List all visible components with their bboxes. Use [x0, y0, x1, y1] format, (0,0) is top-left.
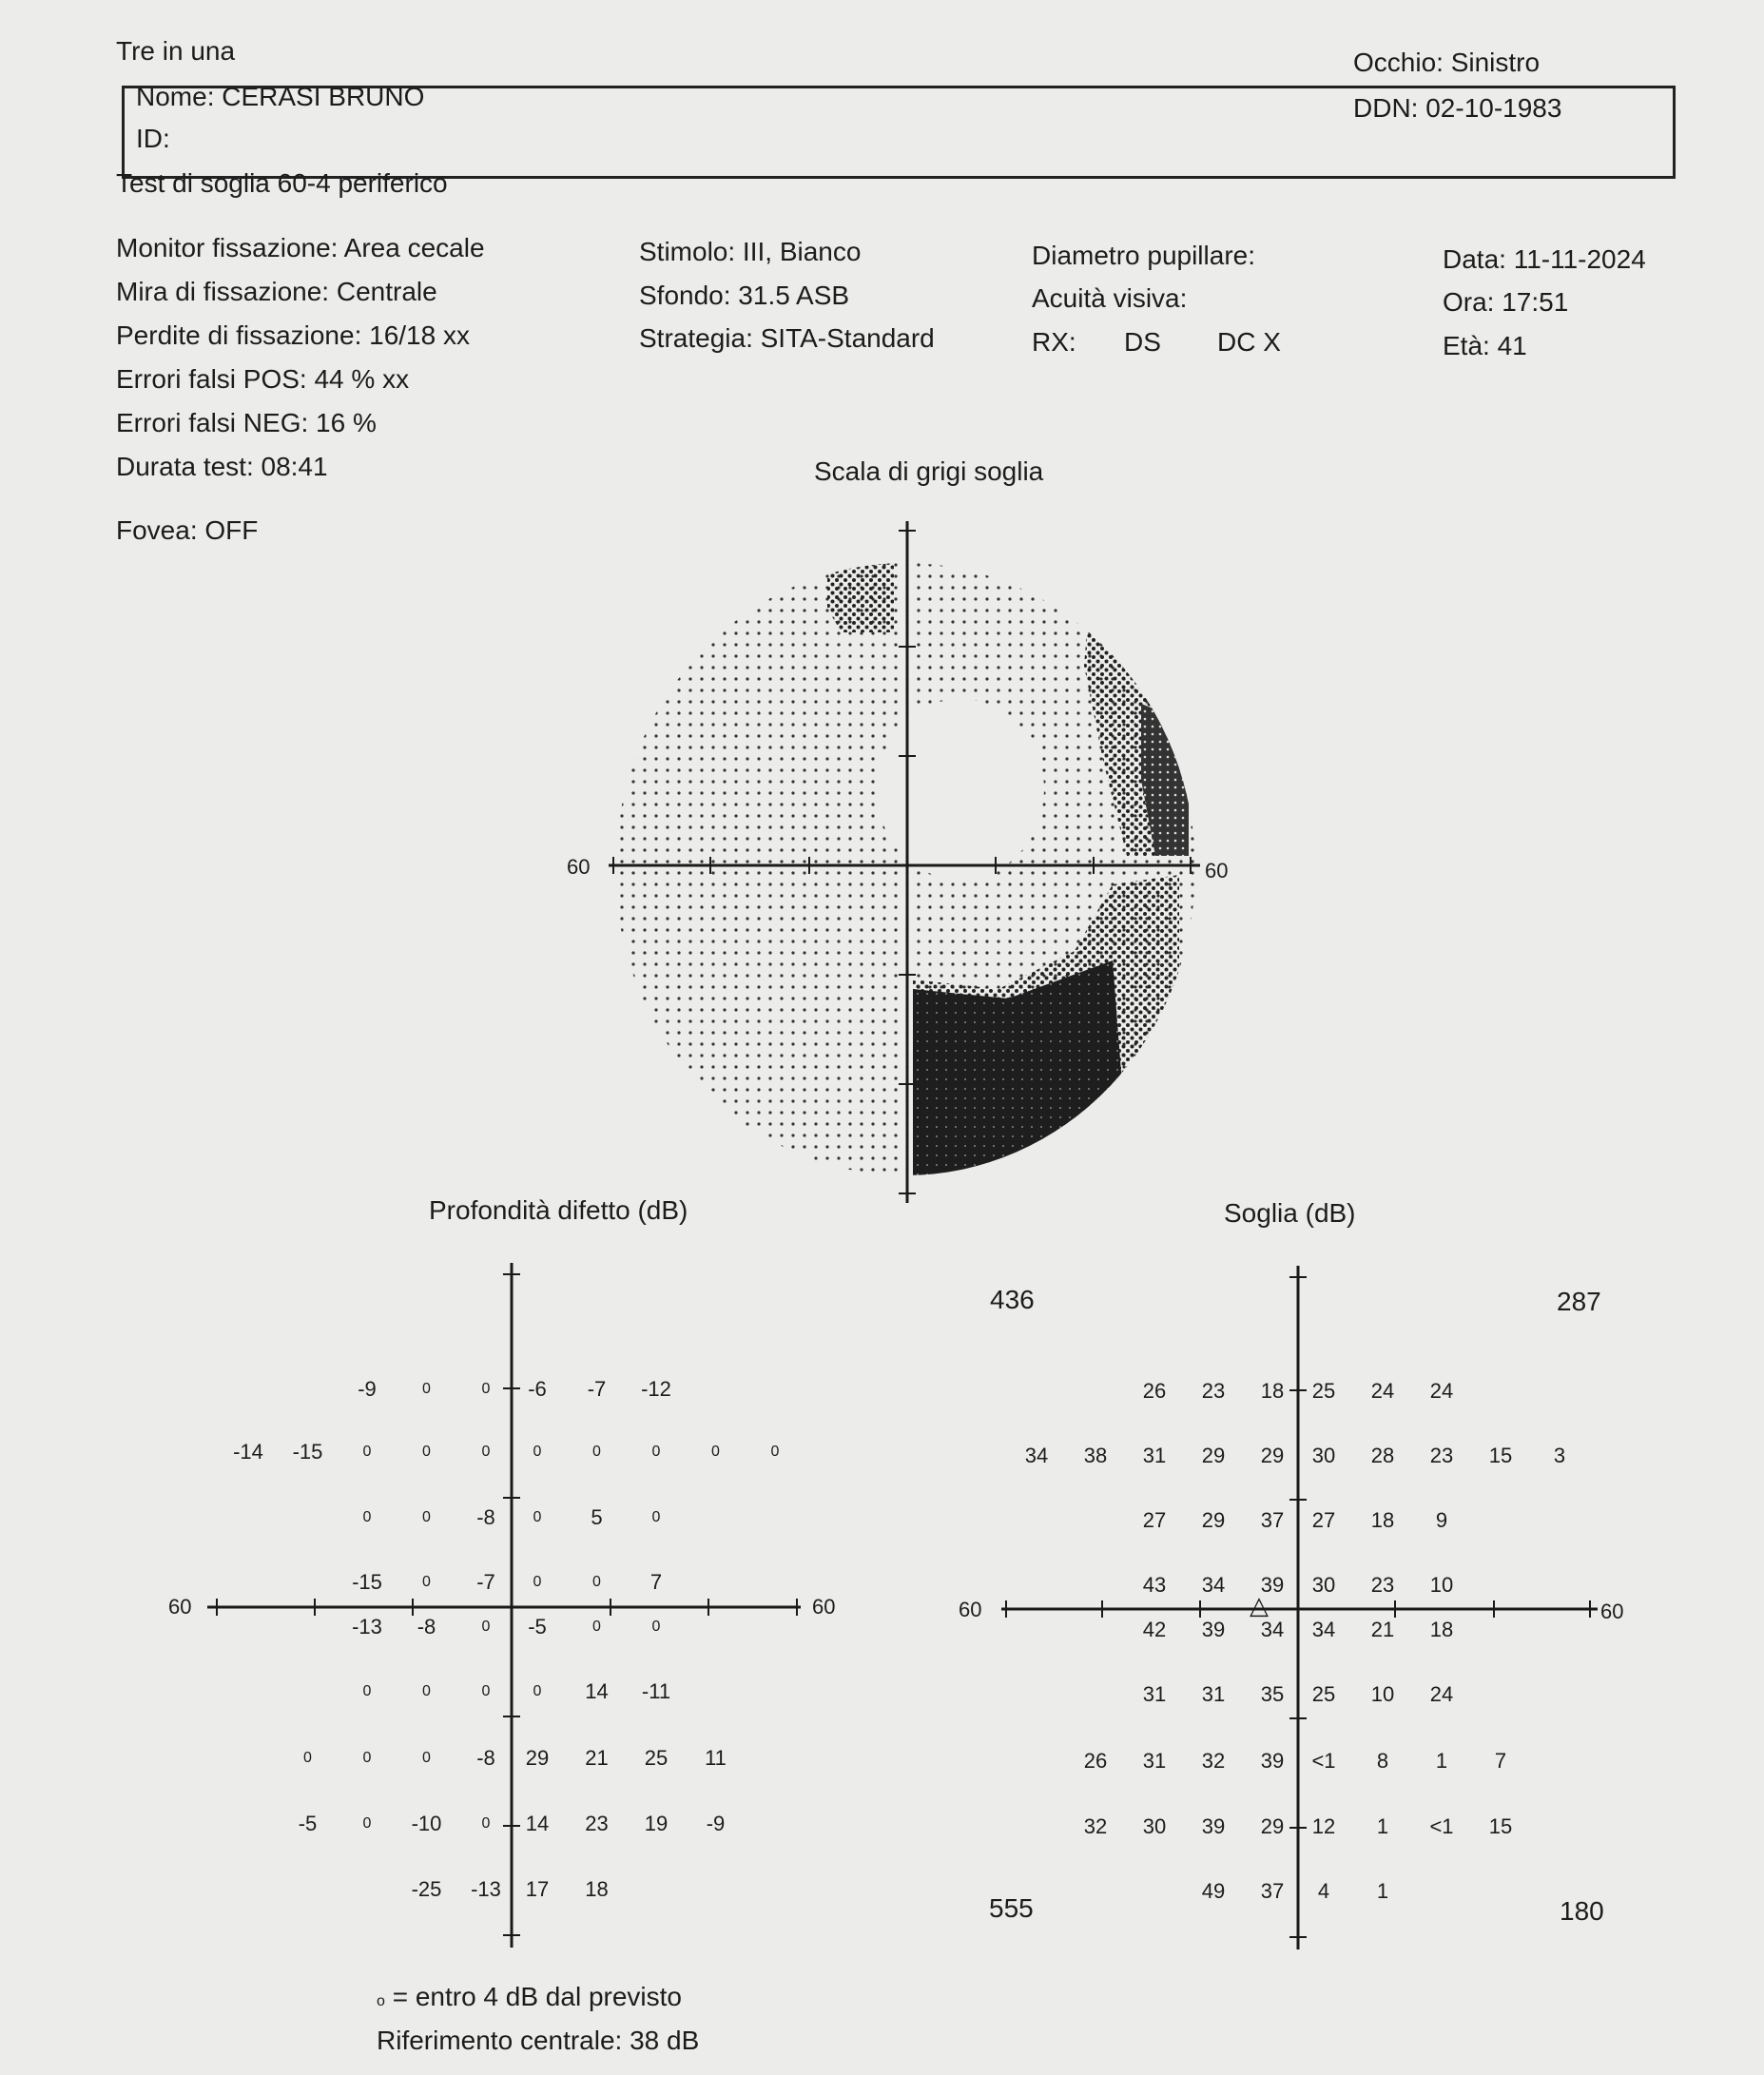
- param-fovea: Fovea: OFF: [116, 515, 259, 545]
- grid-value: 12: [1311, 1814, 1336, 1838]
- grid-value: <1: [1311, 1749, 1336, 1773]
- grid-value: 23: [1370, 1573, 1395, 1597]
- grid-value: 34: [1311, 1618, 1336, 1641]
- eye-label: Occhio: Sinistro: [1353, 48, 1541, 77]
- grid-value: -11: [641, 1679, 671, 1703]
- grid-value: 32: [1083, 1814, 1108, 1838]
- grid-value: -9: [358, 1377, 377, 1401]
- patient-name: Nome: CERASI BRUNO: [136, 82, 425, 111]
- threshold-corner-bl: 555: [989, 1893, 1034, 1923]
- grid-value: 29: [1260, 1814, 1285, 1838]
- grayscale-axis-right: 60: [1205, 859, 1229, 882]
- grid-value: -7: [476, 1570, 495, 1594]
- grid-value: 32: [1201, 1749, 1226, 1773]
- grid-value: 0: [651, 1619, 661, 1635]
- grid-value: 37: [1260, 1879, 1285, 1903]
- grid-value: 34: [1024, 1444, 1049, 1467]
- grid-value: 0: [651, 1509, 661, 1525]
- grid-value: 0: [533, 1509, 542, 1525]
- grid-value: 1: [1376, 1814, 1389, 1838]
- grid-value: 38: [1083, 1444, 1108, 1467]
- patient-dob: DDN: 02-10-1983: [1353, 93, 1562, 123]
- grid-value: 4: [1317, 1879, 1330, 1903]
- grid-value: 23: [585, 1812, 609, 1835]
- grid-value: 0: [303, 1750, 312, 1766]
- grid-value: 39: [1201, 1814, 1226, 1838]
- defect-axis-left: 60: [168, 1595, 192, 1619]
- grid-value: 29: [1201, 1444, 1226, 1467]
- param-time: Ora: 17:51: [1443, 287, 1569, 317]
- grid-value: 24: [1429, 1379, 1454, 1403]
- grid-value: 25: [644, 1746, 669, 1770]
- grid-value: 15: [1488, 1814, 1513, 1838]
- test-name: Test di soglia 60-4 periferico: [116, 168, 448, 198]
- grid-value: 37: [1260, 1508, 1285, 1532]
- grid-value: 10: [1370, 1682, 1395, 1706]
- central-reference: Riferimento centrale: 38 dB: [377, 2026, 700, 2055]
- grid-value: 29: [1201, 1508, 1226, 1532]
- grid-value: 26: [1142, 1379, 1167, 1403]
- blind-spot-marker: △: [1250, 1591, 1269, 1619]
- grid-value: 18: [1370, 1508, 1395, 1532]
- grid-value: 0: [592, 1574, 601, 1590]
- grid-value: 30: [1142, 1814, 1167, 1838]
- grid-value: 26: [1083, 1749, 1108, 1773]
- grid-value: 35: [1260, 1682, 1285, 1706]
- param-fixation-losses: Perdite di fissazione: 16/18 xx: [116, 320, 470, 350]
- grid-value: 0: [422, 1683, 431, 1699]
- param-fixation-monitor: Monitor fissazione: Area cecale: [116, 233, 485, 262]
- legend-symbol: o: [377, 1993, 385, 2009]
- program-name: Tre in una: [116, 36, 236, 66]
- grid-value: -15: [292, 1440, 323, 1464]
- grid-value: 25: [1311, 1682, 1336, 1706]
- grid-value: 0: [533, 1444, 542, 1460]
- threshold-corner-tl: 436: [990, 1285, 1035, 1314]
- grid-value: 0: [651, 1444, 661, 1460]
- grid-value: 31: [1201, 1682, 1226, 1706]
- param-age: Età: 41: [1443, 331, 1527, 360]
- grid-value: 0: [481, 1815, 491, 1832]
- grayscale-title: Scala di grigi soglia: [814, 456, 1044, 486]
- grid-value: 0: [362, 1750, 372, 1766]
- grid-value: -15: [352, 1570, 382, 1594]
- grid-value: 28: [1370, 1444, 1395, 1467]
- grid-value: 43: [1142, 1573, 1167, 1597]
- grid-value: 0: [362, 1444, 372, 1460]
- grid-value: 0: [422, 1381, 431, 1397]
- grid-value: 0: [481, 1381, 491, 1397]
- grid-value: -5: [528, 1615, 547, 1639]
- grid-value: -8: [476, 1746, 495, 1770]
- grid-value: 0: [481, 1444, 491, 1460]
- grid-value: 30: [1311, 1573, 1336, 1597]
- defect-axis-right: 60: [812, 1595, 836, 1619]
- grid-value: 25: [1311, 1379, 1336, 1403]
- grid-value: 7: [649, 1570, 663, 1594]
- grid-value: 0: [422, 1444, 431, 1460]
- grid-value: 1: [1435, 1749, 1448, 1773]
- grid-value: <1: [1429, 1814, 1454, 1838]
- grid-value: 34: [1201, 1573, 1226, 1597]
- grid-value: 39: [1260, 1573, 1285, 1597]
- grid-value: 3: [1553, 1444, 1566, 1467]
- grid-value: 11: [705, 1746, 727, 1770]
- grid-value: 0: [362, 1815, 372, 1832]
- grid-value: 0: [592, 1444, 601, 1460]
- grid-value: -8: [476, 1505, 495, 1529]
- patient-id: ID:: [136, 124, 170, 153]
- param-duration: Durata test: 08:41: [116, 452, 328, 481]
- grid-value: 14: [525, 1812, 550, 1835]
- grid-value: 24: [1370, 1379, 1395, 1403]
- grid-value: -25: [411, 1877, 442, 1901]
- grid-value: 0: [422, 1750, 431, 1766]
- threshold-corner-br: 180: [1560, 1896, 1604, 1926]
- legend-text: = entro 4 dB dal previsto: [392, 1982, 682, 2011]
- param-fixation-target: Mira di fissazione: Centrale: [116, 277, 437, 306]
- threshold-corner-tr: 287: [1557, 1287, 1601, 1316]
- grid-value: 0: [592, 1619, 601, 1635]
- grid-value: 18: [1260, 1379, 1285, 1403]
- grid-value: 42: [1142, 1618, 1167, 1641]
- grid-value: 0: [770, 1444, 780, 1460]
- grid-value: 0: [711, 1444, 720, 1460]
- param-background: Sfondo: 31.5 ASB: [639, 281, 850, 310]
- grid-value: 14: [585, 1679, 609, 1703]
- grid-value: -10: [411, 1812, 442, 1835]
- grid-value: 23: [1429, 1444, 1454, 1467]
- grid-value: 21: [1370, 1618, 1395, 1641]
- grid-value: 31: [1142, 1749, 1167, 1773]
- grid-value: 21: [585, 1746, 609, 1770]
- threshold-title: Soglia (dB): [1224, 1198, 1356, 1228]
- grid-value: 15: [1488, 1444, 1513, 1467]
- grayscale-axis-left: 60: [567, 855, 591, 879]
- grid-value: 7: [1494, 1749, 1507, 1773]
- grid-value: -6: [528, 1377, 547, 1401]
- param-pupil: Diametro pupillare:: [1032, 241, 1255, 270]
- grid-value: -8: [417, 1615, 436, 1639]
- grid-value: 49: [1201, 1879, 1226, 1903]
- grid-value: 27: [1311, 1508, 1336, 1532]
- param-false-neg: Errori falsi NEG: 16 %: [116, 408, 377, 437]
- grid-value: 17: [525, 1877, 550, 1901]
- grid-value: 0: [533, 1683, 542, 1699]
- grid-value: 0: [533, 1574, 542, 1590]
- grid-value: 31: [1142, 1444, 1167, 1467]
- grid-value: 9: [1435, 1508, 1448, 1532]
- grid-value: -13: [352, 1615, 382, 1639]
- grid-value: 18: [585, 1877, 609, 1901]
- grid-value: 29: [525, 1746, 550, 1770]
- grid-value: -9: [706, 1812, 726, 1835]
- grid-value: 19: [644, 1812, 669, 1835]
- grid-value: 8: [1376, 1749, 1389, 1773]
- param-rx-dc: DC X: [1217, 327, 1281, 357]
- grid-value: -12: [641, 1377, 671, 1401]
- param-date: Data: 11-11-2024: [1443, 244, 1646, 274]
- grid-value: 39: [1260, 1749, 1285, 1773]
- grid-value: 24: [1429, 1682, 1454, 1706]
- grid-value: 39: [1201, 1618, 1226, 1641]
- grid-value: 0: [481, 1619, 491, 1635]
- grid-value: 27: [1142, 1508, 1167, 1532]
- grid-value: 5: [591, 1505, 603, 1529]
- grid-value: -14: [233, 1440, 263, 1464]
- param-acuity: Acuità visiva:: [1032, 283, 1188, 313]
- grid-value: -7: [587, 1377, 607, 1401]
- grid-value: -13: [471, 1877, 501, 1901]
- param-rx-ds: DS: [1124, 327, 1161, 357]
- grid-value: 0: [481, 1683, 491, 1699]
- grid-value: 10: [1429, 1573, 1454, 1597]
- grid-value: 30: [1311, 1444, 1336, 1467]
- grid-value: -5: [298, 1812, 318, 1835]
- grid-value: 0: [422, 1509, 431, 1525]
- threshold-axis-left: 60: [959, 1598, 982, 1621]
- grid-value: 0: [422, 1574, 431, 1590]
- grid-value: 29: [1260, 1444, 1285, 1467]
- param-false-pos: Errori falsi POS: 44 % xx: [116, 364, 410, 394]
- grid-value: 1: [1376, 1879, 1389, 1903]
- grid-value: 34: [1260, 1618, 1285, 1641]
- grid-value: 0: [362, 1509, 372, 1525]
- param-stimulus: Stimolo: III, Bianco: [639, 237, 862, 266]
- defect-title: Profondità difetto (dB): [429, 1195, 688, 1225]
- grid-value: 18: [1429, 1618, 1454, 1641]
- param-strategy: Strategia: SITA-Standard: [639, 323, 935, 353]
- grid-value: 0: [362, 1683, 372, 1699]
- threshold-axis-right: 60: [1600, 1600, 1624, 1623]
- grid-value: 23: [1201, 1379, 1226, 1403]
- param-rx: RX:: [1032, 327, 1076, 357]
- grid-value: 31: [1142, 1682, 1167, 1706]
